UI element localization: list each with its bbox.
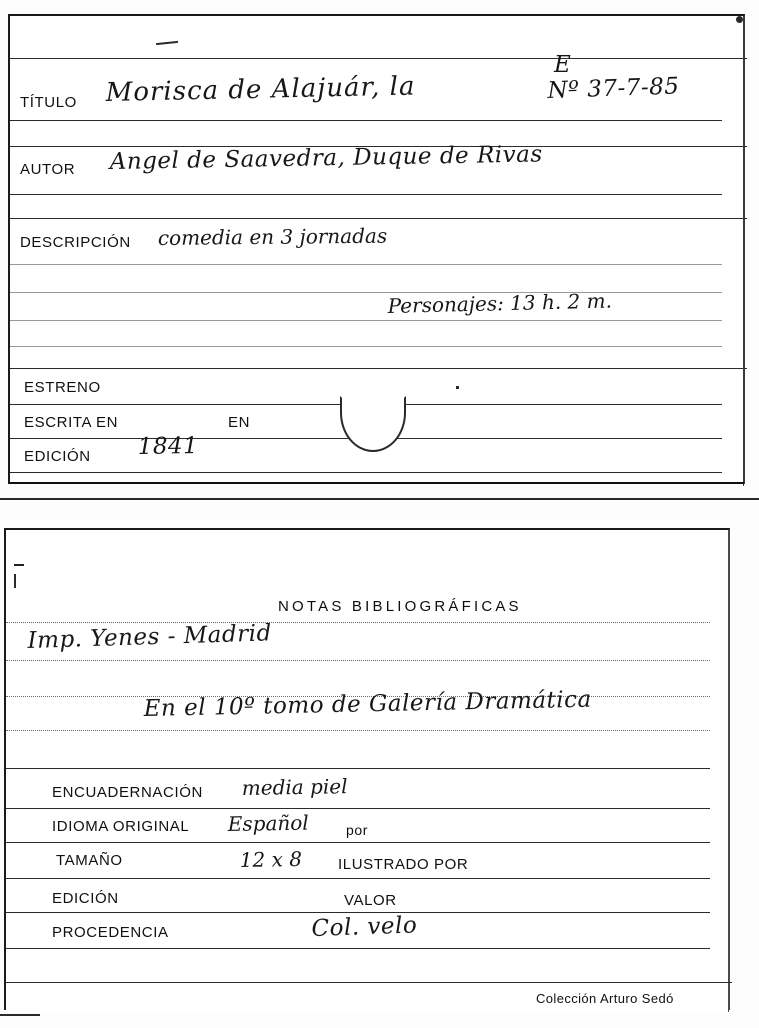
field-label-procedencia: PROCEDENCIA — [52, 924, 169, 941]
scan-speck — [14, 564, 24, 566]
handwritten-procedencia: Col. velo — [311, 912, 418, 942]
rule — [10, 368, 747, 369]
field-label-edicion: EDICIÓN — [24, 448, 91, 465]
rule — [6, 878, 710, 879]
rule — [10, 194, 722, 195]
page-divider — [0, 498, 759, 500]
rule — [10, 292, 722, 293]
rule — [6, 768, 710, 769]
catalog-card-top — [8, 14, 745, 484]
handwritten-catalog-number: Nº 37-7-85 — [547, 73, 680, 104]
rule — [6, 948, 710, 949]
rule — [6, 912, 710, 913]
field-label-valor: VALOR — [344, 892, 397, 909]
field-label-escrita-en: ESCRITA EN — [24, 414, 119, 431]
handwritten-note-2: En el 10º tomo de Galería Dramática — [143, 686, 592, 722]
handwritten-title: Moriscа de Alajuár, la — [105, 71, 416, 108]
rule — [10, 320, 722, 321]
rule — [10, 218, 747, 219]
handwritten-author: Angel de Saavedra, Duque de Rivas — [109, 141, 543, 175]
field-label-edicion: EDICIÓN — [52, 890, 119, 907]
handwritten-idioma-original: Español — [227, 810, 309, 836]
field-label-idioma-original: IDIOMA ORIGINAL — [52, 818, 190, 835]
handwritten-encuadernacion: media piel — [241, 774, 348, 800]
handwritten-description: comedia en 3 jornadas — [157, 223, 388, 250]
rule — [10, 264, 722, 265]
field-label-encuadernacion: ENCUADERNACIÓN — [52, 784, 203, 801]
scan-speck — [156, 41, 178, 45]
rule — [10, 120, 722, 121]
rule — [6, 808, 710, 809]
notes-heading: NOTAS BIBLIOGRÁFICAS — [278, 598, 522, 615]
rule — [10, 58, 747, 59]
scan-speck — [456, 386, 459, 389]
card-right-edge — [743, 16, 744, 486]
rule — [6, 842, 710, 843]
rule — [6, 622, 710, 623]
scan-speck — [0, 1014, 40, 1016]
ink-smudge-arc — [340, 396, 406, 452]
rule — [10, 346, 722, 347]
field-label-ilustrado-por: ILUSTRADO POR — [338, 856, 469, 873]
handwritten-note-1: Imp. Yenes - Madrid — [27, 620, 273, 654]
rule — [6, 982, 732, 983]
handwritten-characters-note: Personajes: 13 h. 2 m. — [387, 288, 613, 318]
card-right-edge — [728, 530, 729, 1012]
field-label-tamano: TAMAÑO — [56, 852, 123, 869]
handwritten-tamano: 12 x 8 — [239, 846, 303, 872]
rule — [10, 472, 722, 473]
field-label-titulo: TÍTULO — [20, 94, 77, 111]
rule — [6, 730, 710, 731]
collection-credit: Colección Arturo Sedó — [536, 991, 674, 1006]
catalog-card-bottom — [4, 528, 730, 1010]
field-label-autor: AUTOR — [20, 161, 76, 178]
handwritten-edition-year: 1841 — [137, 432, 199, 460]
field-label-por: por — [346, 822, 369, 838]
rule — [6, 660, 710, 661]
field-label-descripcion: DESCRIPCIÓN — [20, 234, 131, 251]
scan-speck — [14, 574, 16, 588]
handwritten-catalog-mark: E — [554, 52, 572, 78]
scan-speck — [736, 16, 743, 23]
field-label-estreno: ESTRENO — [24, 379, 101, 396]
field-label-en: EN — [228, 414, 251, 431]
